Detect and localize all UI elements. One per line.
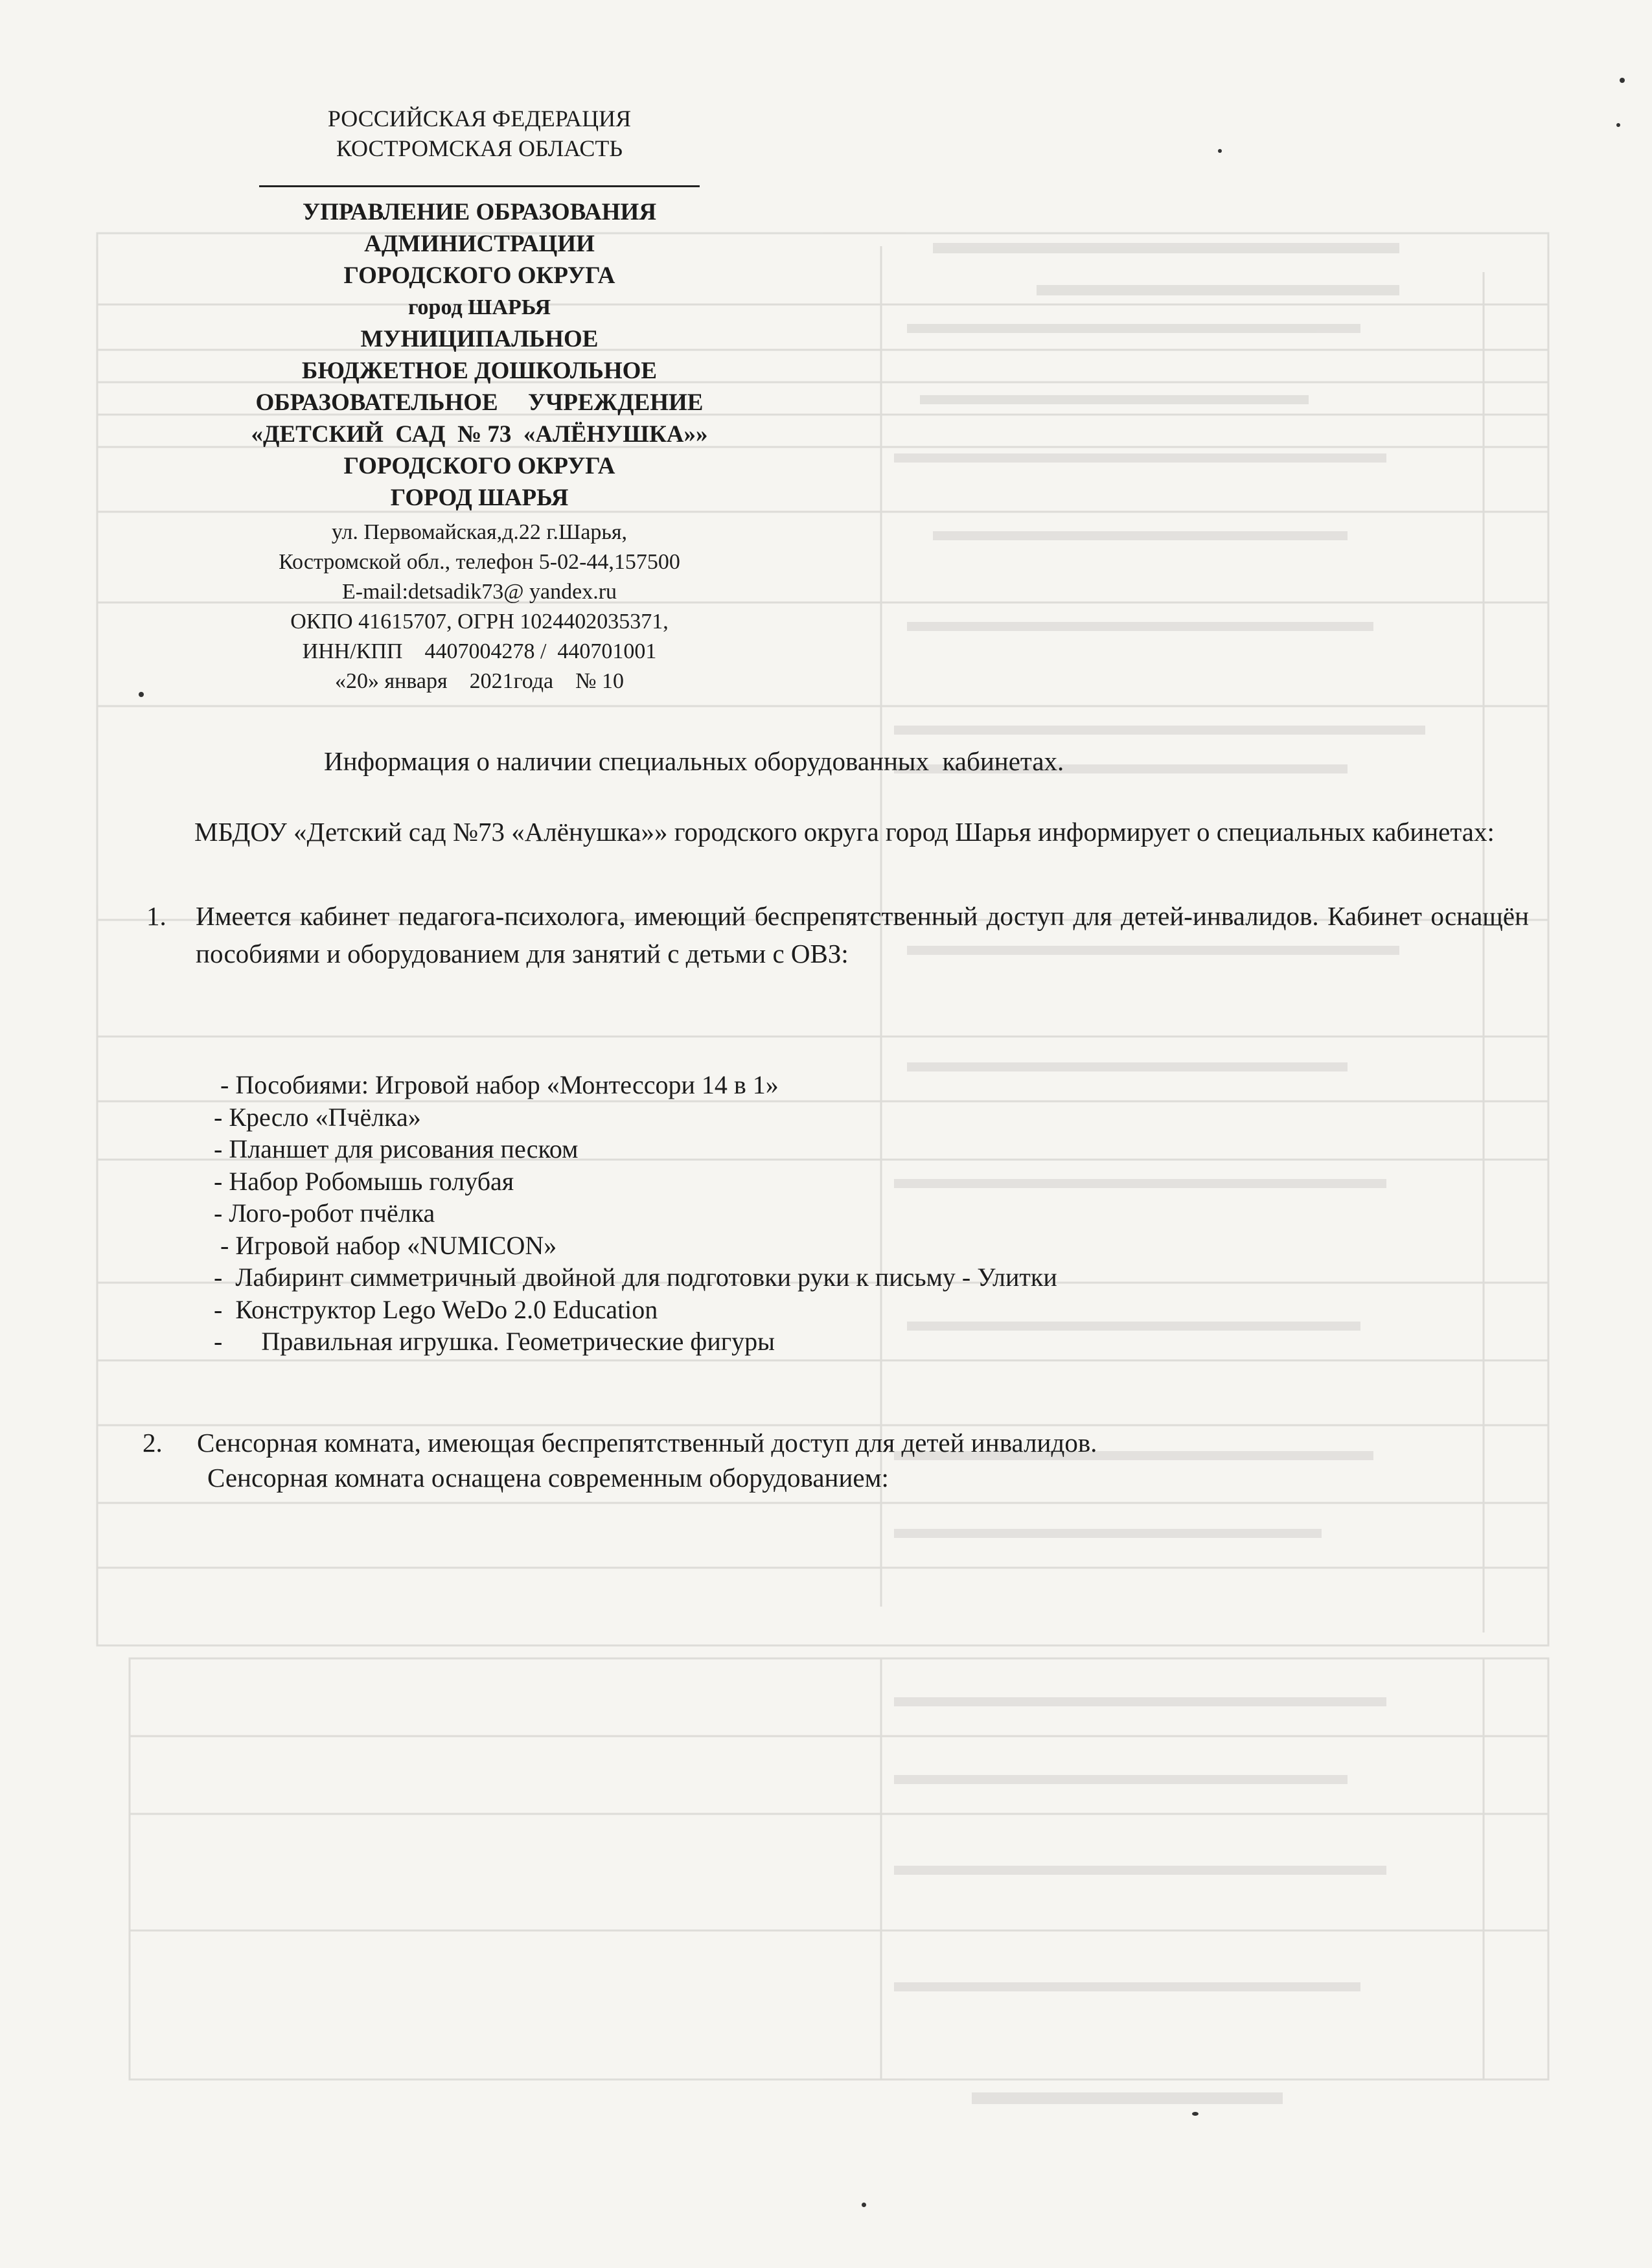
scan-speck [1616, 123, 1620, 127]
org-line: ГОРОДСКОГО ОКРУГА [343, 262, 615, 289]
scan-speck [1192, 2112, 1199, 2116]
list-item-text: Сенсорная комната, имеющая беспрепятственный доступ для детей инвалидов. [197, 1428, 1097, 1458]
equipment-item: - Набор Робомышь голубая [214, 1166, 514, 1196]
email-line: E-mail:detsadik73@ yandex.ru [341, 580, 617, 604]
equipment-item: - Лого-робот пчёлка [214, 1198, 435, 1228]
intro-paragraph: МБДОУ «Детский сад №73 «Алёнушка»» городского округа город Шарья информирует о специальных кабинетах: [194, 817, 1495, 847]
inn-kpp-line: ИНН/КПП 4407004278 / 440701001 [302, 639, 657, 663]
phone-line: Костромской обл., телефон 5-02-44,157500 [279, 550, 680, 574]
scan-speck [862, 2203, 866, 2207]
list-number: 2. [143, 1428, 163, 1458]
equipment-item: - Планшет для рисования песком [214, 1134, 579, 1163]
org-line: город ШАРЬЯ [407, 295, 551, 319]
org-line: ОБРАЗОВАТЕЛЬНОЕ УЧРЕЖДЕНИЕ [255, 389, 704, 416]
org-line: УПРАВЛЕНИЕ ОБРАЗОВАНИЯ [302, 199, 657, 225]
scan-speck [139, 692, 144, 697]
list-item-psychologist-room [146, 897, 1529, 972]
document-title: Информация о наличии специальных оборудованных кабинетах. [324, 746, 1064, 776]
equipment-item: - Кресло «Пчёлка» [214, 1102, 421, 1132]
equipment-list [214, 1069, 1315, 1358]
list-item-sensory-room [143, 1425, 1503, 1495]
date-number-line: «20» января 2021года № 10 [334, 669, 625, 693]
scan-speck [1218, 149, 1222, 153]
okpo-ogrn-line: ОКПО 41615707, ОГРН 1024402035371, [290, 610, 669, 634]
org-line: АДМИНИСТРАЦИИ [364, 231, 595, 257]
equipment-item: - Лабиринт симметричный двойной для подготовки руки к письму - Улитки [214, 1263, 1057, 1292]
equipment-item: - Правильная игрушка. Геометрические фигуры [214, 1327, 775, 1356]
region-name: КОСТРОМСКАЯ ОБЛАСТЬ [336, 135, 623, 161]
equipment-item: - Пособиями: Игровой набор «Монтессори 14 в 1» [214, 1070, 779, 1099]
address-line: ул. Первомайская,д.22 г.Шарья, [331, 520, 628, 544]
equipment-item: - Конструктор Lego WeDo 2.0 Education [214, 1294, 658, 1324]
org-line: ГОРОД ШАРЬЯ [390, 485, 569, 511]
org-line: БЮДЖЕТНОЕ ДОШКОЛЬНОЕ [301, 358, 658, 384]
org-line: МУНИЦИПАЛЬНОЕ [360, 326, 599, 352]
list-item-text: Имеется кабинет педагога-психолога, имеющий беспрепятственный доступ для детей-инвалидов. Кабинет оснащён пособиями и оборудованием для занятий с детьми с ОВЗ: [196, 901, 1529, 968]
country-name: РОССИЙСКАЯ ФЕДЕРАЦИЯ [327, 106, 632, 132]
equipment-item: - Игровой набор «NUMICON» [214, 1230, 557, 1260]
org-line: «ДЕТСКИЙ САД № 73 «АЛЁНУШКА»» [251, 421, 708, 448]
list-number: 1. [146, 901, 166, 931]
letterhead [246, 104, 713, 696]
org-line: ГОРОДСКОГО ОКРУГА [343, 453, 615, 479]
list-item-text: Сенсорная комната оснащена современным оборудованием: [207, 1463, 889, 1493]
letterhead-divider [259, 185, 700, 187]
scan-speck [1620, 78, 1625, 83]
